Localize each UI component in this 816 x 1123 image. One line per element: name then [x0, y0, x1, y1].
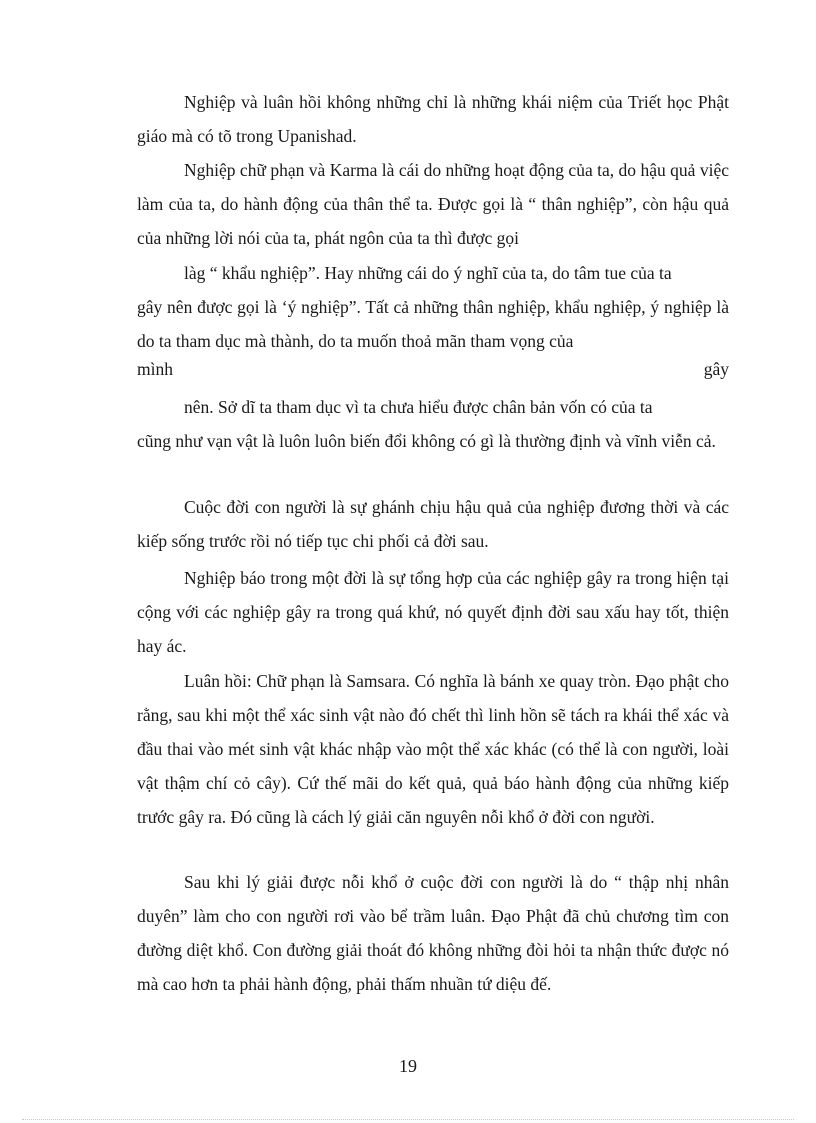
page-number: 19	[399, 1056, 417, 1076]
bottom-divider	[22, 1119, 794, 1120]
paragraph-3-continued: gây nên được gọi là ‘ý nghiệp”. Tất cả những thân nghiệp, khẩu nghiệp, ý nghiệp là do ta tham dục mà thành, do ta muốn thoả mãn tham vọng của	[137, 297, 729, 351]
paragraph-7: Luân hồi: Chữ phạn là Samsara. Có nghĩa là bánh xe quay tròn. Đạo phật cho rằng, sau khi một thể xác sinh vật nào đó chết thì linh hồn sẽ tách ra khái thể xác và đầu thai vào mét sinh vật khác nhập vào một thể xác khác (có thể là con người, loài vật thậm chí cỏ cây). Cứ thế mãi do kết quả, quả báo hành động của những kiếp trước gây ra. Đó cũng là cách lý giải căn nguyên nỗi khổ ở đời con người.	[137, 671, 729, 827]
paragraph-4-continued: cũng như vạn vật là luôn luôn biến đổi không có gì là thường định và vĩnh viễn cả.	[137, 431, 716, 451]
paragraph-5: Cuộc đời con người là sự ghánh chịu hậu quả của nghiệp đương thời và các kiếp sống trước rồi nó tiếp tục chi phối cả đời sau.	[137, 497, 729, 551]
paragraph-8: Sau khi lý giải được nỗi khổ ở cuộc đời con người là do “ thập nhị nhân duyên” làm cho con người rơi vào bể trầm luân. Đạo Phật đã chủ chương tìm con đường diệt khổ. Con đường giải thoát đó không những đòi hỏi ta nhận thức được nó mà cao hơn ta phải hành động, phải thấm nhuần tứ diệu đế.	[137, 872, 729, 994]
paragraph-3-line-1: làg “ khẩu nghiệp”. Hay những cái do ý nghĩ của ta, do tâm tue của ta	[184, 263, 672, 283]
paragraph-6: Nghiệp báo trong một đời là sự tổng hợp của các nghiệp gây ra trong hiện tại cộng với các nghiệp gây ra trong quá khứ, nó quyết định đời sau xấu hay tốt, thiện hay ác.	[137, 568, 729, 656]
paragraph-4-line-1: nên. Sở dĩ ta tham dục vì ta chưa hiểu được chân bản vốn có của ta	[184, 397, 653, 417]
split-line-right: gây	[703, 359, 729, 379]
split-line	[137, 352, 729, 386]
paragraph-2: Nghiệp chữ phạn và Karma là cái do những hoạt động của ta, do hậu quả việc làm của ta, do hành động của thân thể ta. Được gọi là “ thân nghiệp”, còn hậu quả của những lời nói của ta, phát ngôn của ta thì được gọi	[137, 160, 729, 248]
split-line-left: mình	[137, 359, 173, 379]
paragraph-1: Nghiệp và luân hồi không những chỉ là những khái niệm của Triết học Phật giáo mà có tõ trong Upanishad.	[137, 92, 729, 146]
